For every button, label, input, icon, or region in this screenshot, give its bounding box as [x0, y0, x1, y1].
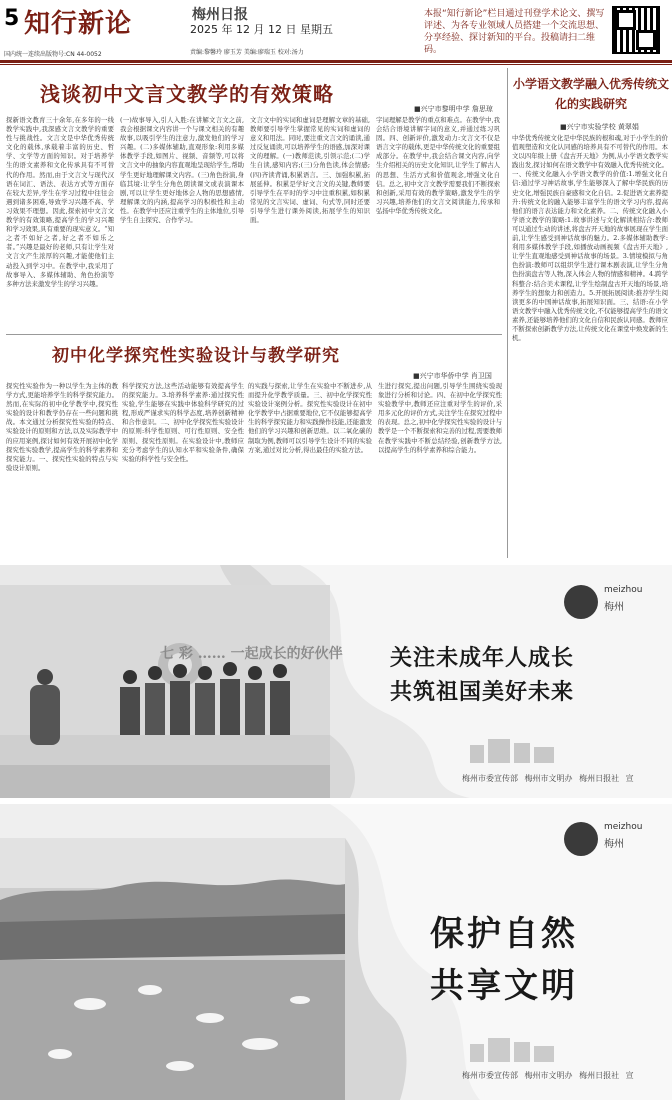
article1-title: 浅谈初中文言文教学的有效策略: [40, 82, 334, 106]
ad1-footer: 梅州市委宣传部 梅州市文明办 梅州日报社 宣: [462, 774, 634, 783]
meizhou-logo-icon: [564, 585, 598, 619]
qr-code-icon[interactable]: [612, 6, 660, 54]
ad2-slogan-line1: 保护自然: [430, 914, 578, 954]
article1-col2: (一)故事导入,引人入胜:在讲解文言文之前,我会根据课文内容讲一个与课文相关的有趣故事,以吸引学生的注意力,激发他们的学习兴趣。(二)多媒体辅助,直观形象:利用多媒体教学手段,如图片、视频、音频等,可以将文言文中的抽象内容直观地呈现给学生,帮助学生更好地理解课文内容。(三)角色扮演,身临其境:让学生分角色朗读课文或表演课本剧,可以让学生更好地体会人物的思想感情,理解课文的内涵,提高学习的积极性和主动性。在教学中还应注重学生的主体地位,引导学生自主探究、合作学习。: [120, 116, 244, 225]
ad2-footer: 梅州市委宣传部 梅州市文明办 梅州日报社 宣: [462, 1071, 634, 1080]
article3-title: 小学语文教学融入优秀传统文化的实践研究: [512, 77, 669, 111]
article3-body: 中华优秀传统文化是中华民族的根和魂,对于小学生的价值观塑造和文化认同感的培养具有不可替代的作用。本文以四年级上册《盘古开天地》为例,从小学语文教学实践出发,探讨如何在语文教学中有效融入优秀传统文化。一、传统文化融入小学语文教学的价值:1.增强文化自信:通过学习神话故事,学生能够深入了解中华民族的历史文化,增强民族自豪感和文化自信。2.促进语文素养提升:传统文化的融入能够丰富学生的语文学习内容,提高他们的语言表达能力和文化素养。二、传统文化融入小学语文教学的策略:1.故事讲述与文化解读相结合:教师可以通过生动的讲述,将盘古开天地的故事展现在学生面前,让学生感受到神话故事的魅力。2.多媒体辅助教学:利用多媒体教学手段,如播放动画视频《盘古开天地》,让学生直观地感受到神话故事的场景。3.情境模拟与角色扮演:教师可以组织学生进行课本剧表演,让学生分角色扮演盘古等人物,深入体会人物的情感和精神。4.跨学科整合:结合美术课程,让学生绘制盘古开天地的场景,培养学生的想象力和创造力。5.开展拓展阅读:推荐学生阅读更多的中国神话故事,拓展知识面。三、结语:在小学语文教学中融入优秀传统文化,不仅能够提高学生的语文素养,还能够培养他们的文化自信和民族认同感。教师应不断探索创新教学方法,让传统文化在课堂中焕发新的生机。: [512, 134, 668, 343]
page-number: 5: [4, 6, 20, 31]
article2-title: 初中化学探究性实验设计与教学研究: [52, 346, 340, 366]
article2-col3: 的实践与探索,让学生在实验中不断进步,从而提升化学教学质量。三、初中化学探究性实验设计案例分析。探究性实验设计在初中化学教学中占据重要地位,它不仅能够提高学生的科学探究能力和实践操作技能,还能激发他们的学习兴趣和创新思维。以二氧化碳的制取为例,教师可以引导学生设计不同的实验方案,通过对比分析,得出最佳的实验方法。: [248, 382, 372, 454]
ad1-slogan-line2: 共筑祖国美好未来: [390, 679, 575, 705]
ad2-brand-name: 梅州: [604, 839, 624, 850]
ad-protect-nature: [0, 804, 672, 1100]
ad-minors-growth: [0, 565, 672, 798]
column-divider: [507, 68, 508, 558]
article1-col4: 字词理解是教学的重点和难点。在教学中,我会结合语境讲解字词的意义,并通过练习巩固。四、创新评价,激发动力:文言文不仅是语言文字的载体,更是中华传统文化的重要组成部分。在教学中,我会结合课文内容,向学生介绍相关的历史文化知识,让学生了解古人的思想、生活方式和价值观念,增强文化自信。总之,初中文言文教学需要我们不断探索和创新,采用有效的教学策略,激发学生的学习兴趣,培养他们的文言文阅读能力,传承和弘扬中华优秀传统文化。: [376, 116, 500, 215]
ad2-brand-pinyin: meizhou: [604, 822, 643, 832]
header-rule-thin: [0, 64, 672, 65]
article1-col3: 文言文中的实词和虚词是理解文章的基础,教师要引导学生掌握常见的实词和虚词的意义和用法。同时,要注重文言文的诵读,通过反复诵读,可以培养学生的语感,加深对课文的理解。(一)教师范读,引领示范;(二)学生自读,感知内容;(三)分角色读,体会情感;(四)齐读背诵,积累语言。三、加强积累,拓展延伸。积累是学好文言文的关键,教师要引导学生在平时的学习中注重积累,如积累常见的文言实词、虚词、句式等,同时还要引导学生进行课外阅读,拓展学生的知识面。: [250, 116, 370, 225]
section-title: 知行新论: [24, 9, 133, 39]
staff-credits: 责编:黎馨玲 廖玉芳 美编:廖瑞玉 校对:汤力: [190, 49, 304, 56]
article-divider: [6, 334, 502, 335]
article1-col1: 探新语文教育三十余年,在多年的一线教学实践中,我深感文言文教学的重要性与挑战性。文言文是中华优秀传统文化的载体,承载着丰富的历史、哲学、文学等方面的知识。对于培养学生的语文素养和文化传承具有不可替代的作用。然而,由于文言文与现代汉语在词汇、语法、表达方式等方面存在较大差异,学生在学习过程中往往会遇到诸多困难,导致学习兴趣不高、学习效果不理想。因此,探索初中文言文教学的有效策略,提高学生的学习兴趣和学习效果,具有重要的现实意义。“知之者不如好之者,好之者不如乐之者。”兴趣是最好的老师,只有让学生对文言文产生浓厚的兴趣,才能使他们主动投入到学习中。在教学中,我采用了故事导入、多媒体辅助、角色扮演等多种方法来激发学生的学习兴趣。: [6, 116, 114, 288]
ad1-slogan-line1: 关注未成年人成长: [390, 645, 575, 671]
article3-author: ■兴宁市实验学校 黄翠娟: [560, 123, 639, 131]
issue-date: 2025 年 12 月 12 日 星期五: [190, 23, 333, 36]
column-notice: 本报“知行新论”栏目通过刊登学术论文、撰写评述、为各专业领域人员搭建一个交流思想、分享经验、探讨新知的平台。投稿请扫二维码。: [424, 9, 605, 55]
article2-author: ■兴宁市华侨中学 肖卫国: [413, 372, 492, 380]
article2-col2: 科学探究方法,这些活动能够有效提高学生的探究能力。3.培养科学素养:通过探究性实验,学生能够在实践中体验科学研究的过程,形成严谨求实的科学态度,培养创新精神和合作意识。二、初中化学探究性实验设计的原则:科学性原则、可行性原则、安全性原则、探究性原则。在实验设计中,教师应充分考虑学生的认知水平和实验条件,确保实验的科学性与安全性。: [122, 382, 244, 463]
ad1-brand-name: 梅州: [604, 602, 624, 613]
ad1-brand-pinyin: meizhou: [604, 585, 643, 595]
cn-code: 国内统一连续出版物号:CN 44-0052: [4, 51, 102, 58]
ad2-slogan-line2: 共享文明: [430, 966, 578, 1006]
header-rule: [0, 60, 672, 63]
article2-col4: 生进行探究,提出问题,引导学生围绕实验现象进行分析和讨论。四、在初中化学探究性实验教学中,教师还应注重对学生的评价,采用多元化的评价方式,关注学生在探究过程中的表现。总之,初中化学探究性实验的设计与教学是一个不断探索和完善的过程,需要教师在教学实践中不断总结经验,创新教学方法,以提高学生的科学素养和综合能力。: [378, 382, 502, 454]
article1-author: ■兴宁市黎明中学 詹思琼: [414, 105, 493, 113]
paper-name: 梅州日报: [192, 7, 248, 23]
article2-col1: 探究性实验作为一种以学生为主体的教学方式,更能培养学生的科学探究能力。然而,在实际的初中化学教学中,探究性实验的设计和教学仍存在一些问题和挑战。本文通过分析探究性实验的特点、实验设计的原则和方法,以及实际教学中的应用案例,探讨如何有效开展初中化学探究性实验教学,提高学生的科学素养和探究能力。一、探究性实验的特点与实验设计原则。: [6, 382, 118, 472]
meizhou-logo-icon: [564, 822, 598, 856]
ad1-wall-text: 七 彩 …… 一起成长的好伙伴: [160, 646, 343, 662]
